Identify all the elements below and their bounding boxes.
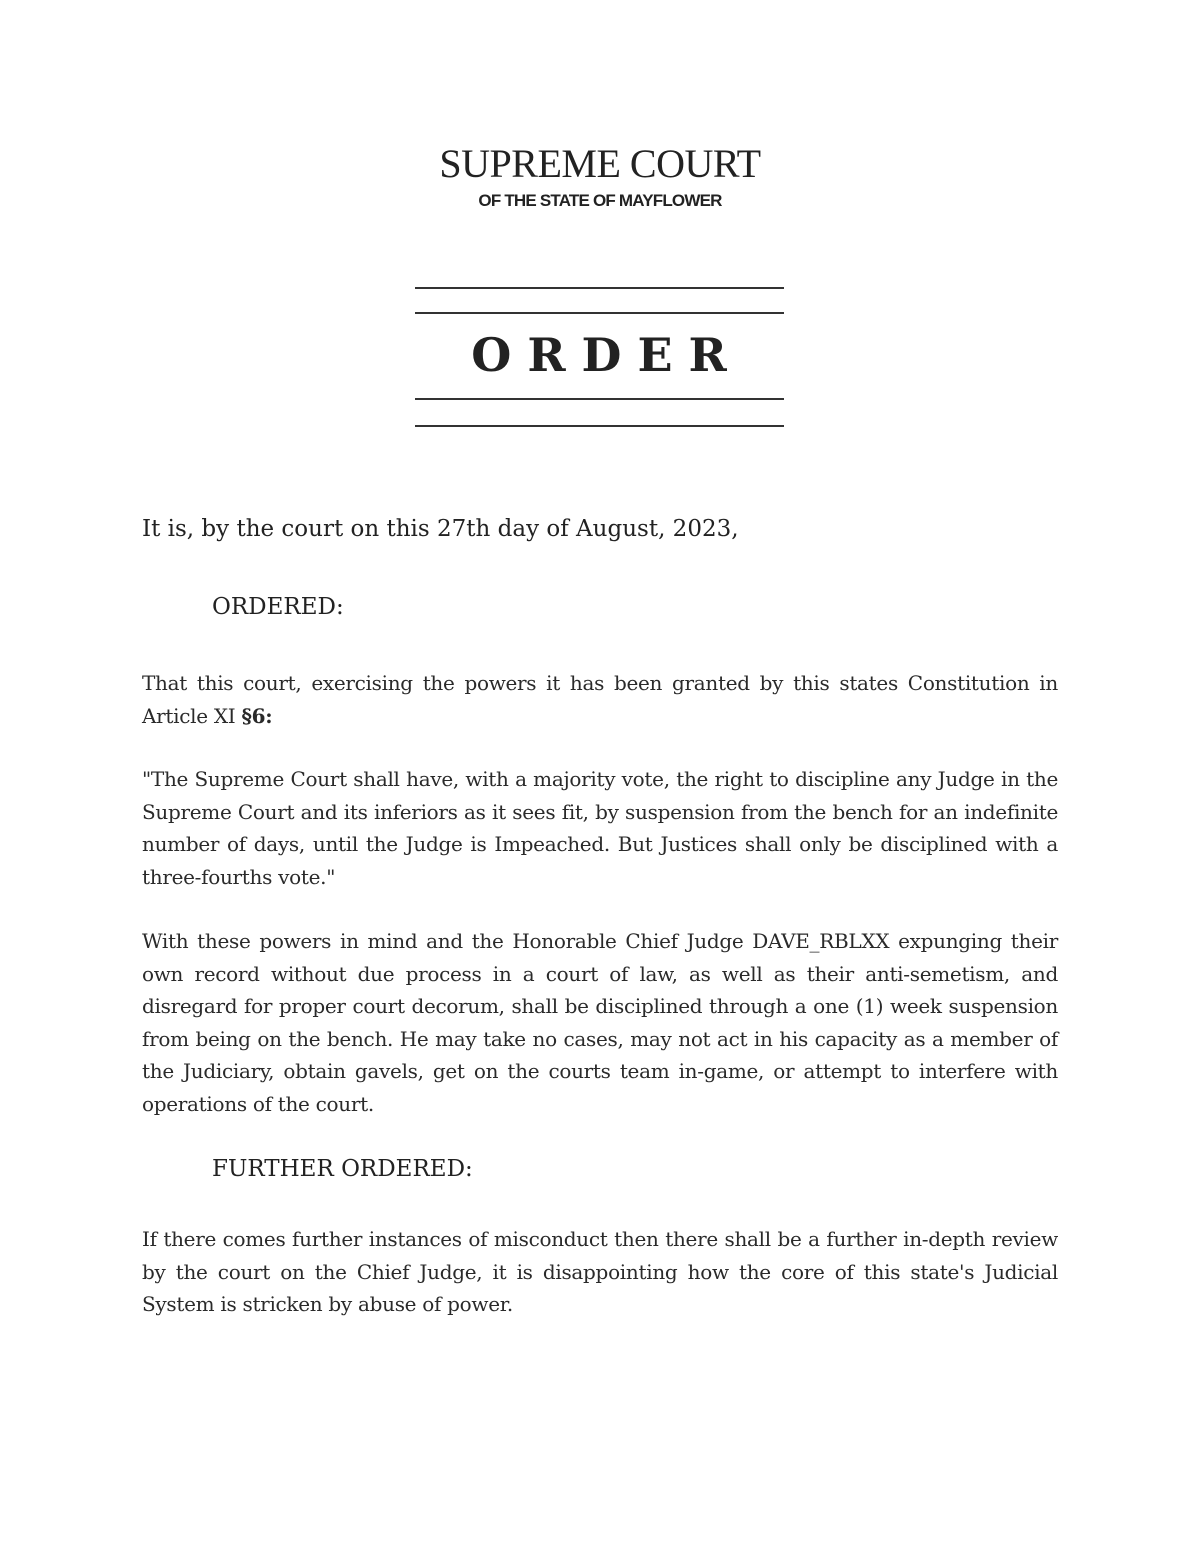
further-ordered-heading: FURTHER ORDERED: (212, 1156, 473, 1182)
bottom-rule-1 (415, 398, 784, 400)
further-paragraph: If there comes further instances of misconduct then there shall be a further in-depth review by the court on the Chief Judge, it is disappointing how the core of this state's Judicial System is stricken by abuse of power. (142, 1227, 1058, 1317)
authority-paragraph (142, 667, 1058, 732)
discipline-paragraph: With these powers in mind and the Honorable Chief Judge DAVE_RBLXX expunging their own record without due process in a court of law, as well as their anti-semetism, and disregard for proper court decorum, shall be disciplined through a one (1) week suspension from being on the bench. He may take no cases, may not act in his capacity as a member of the Judiciary, obtain gavels, get on the courts team in-game, or attempt to interfere with operations of the court. (142, 929, 1058, 1116)
state-subheading: OF THE STATE OF MAYFLOWER (478, 191, 722, 210)
document-type-heading: ORDER (471, 328, 743, 382)
authority-paragraph-text: That this court, exercising the powers it has been granted by this states Constitution in Article XI (142, 671, 1058, 728)
intro-line: It is, by the court on this 27th day of August, 2023, (142, 516, 739, 542)
ordered-heading: ORDERED: (212, 594, 344, 620)
top-rule-1 (415, 287, 784, 289)
article-section-reference: §6: (241, 703, 273, 728)
bottom-rule-2 (415, 425, 784, 427)
top-rule-2 (415, 312, 784, 314)
court-name-heading: SUPREME COURT (439, 141, 761, 186)
constitution-quote-paragraph: "The Supreme Court shall have, with a majority vote, the right to discipline any Judge in the Supreme Court and its inferiors as it sees fit, by suspension from the bench for an indefinite number of days, until the Judge is Impeached. But Justices shall only be disciplined with a three-fourths vote." (142, 767, 1058, 889)
